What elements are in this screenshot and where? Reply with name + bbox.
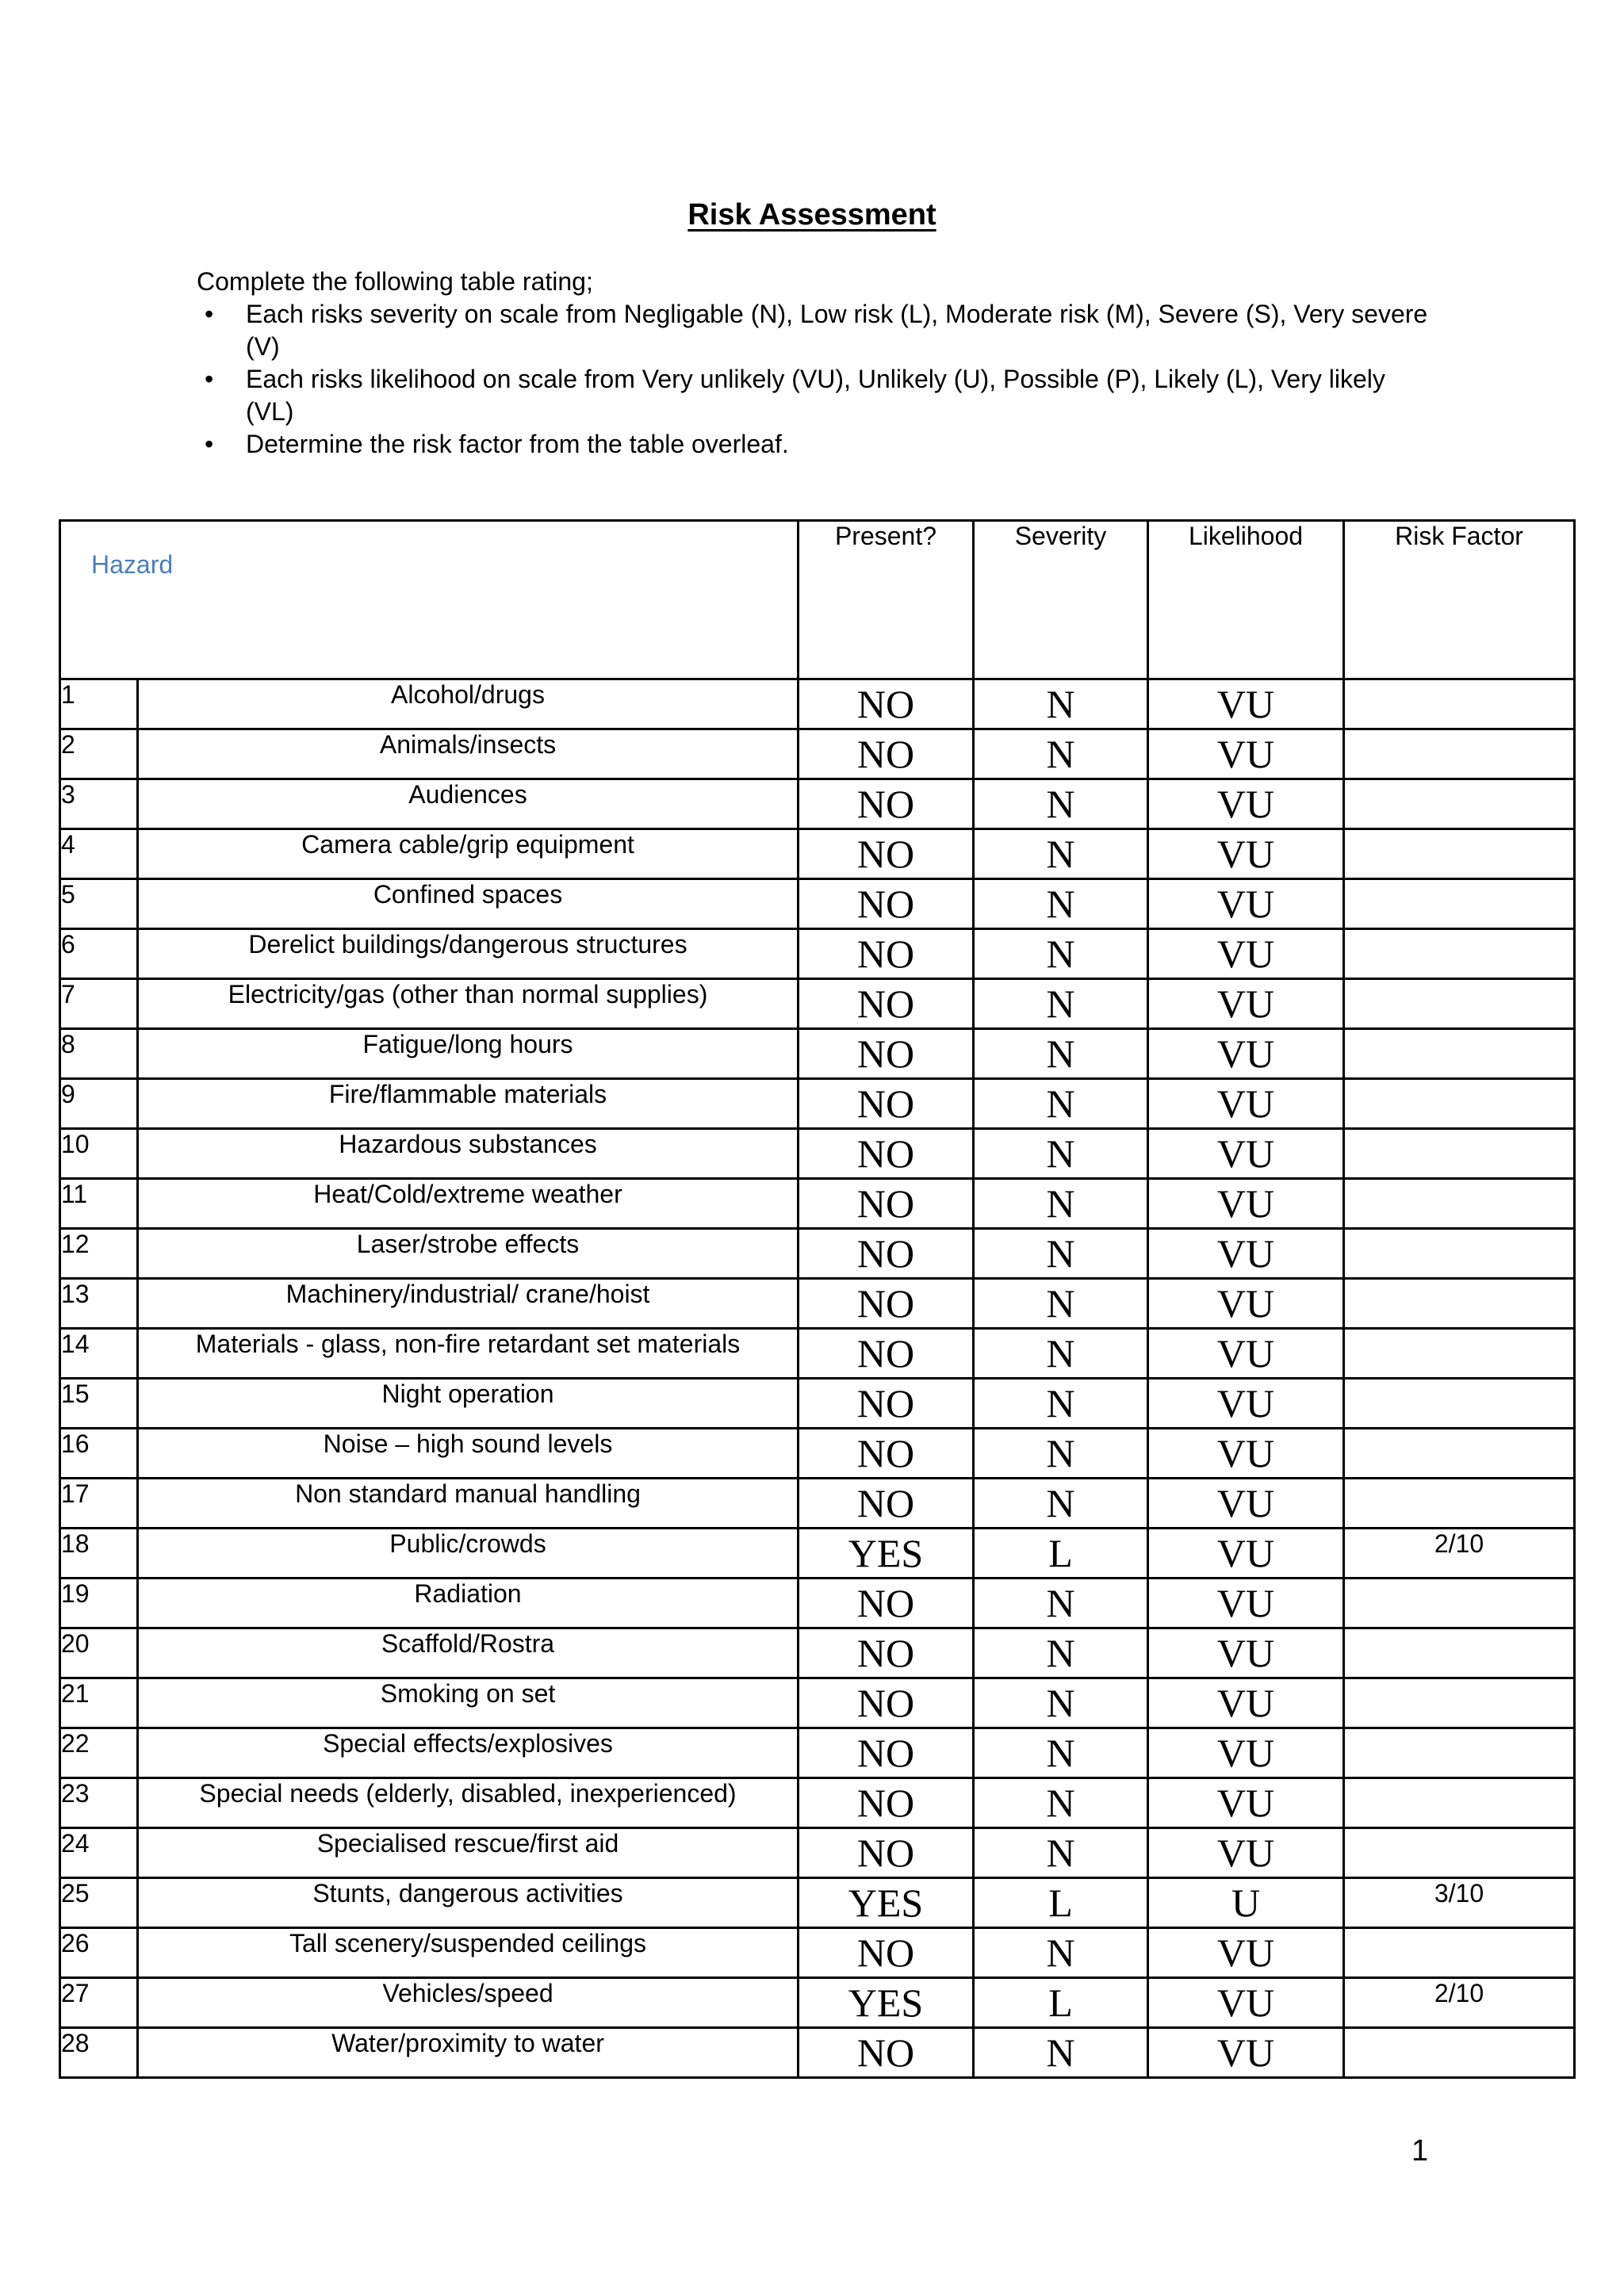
severity-value: N <box>974 1129 1148 1179</box>
table-row <box>60 929 1575 979</box>
hazard-name: Camera cable/grip equipment <box>138 829 799 879</box>
row-number: 20 <box>60 1628 138 1678</box>
present-value: NO <box>799 1778 974 1828</box>
severity-value: L <box>974 1878 1148 1928</box>
hazard-name: Materials - glass, non-fire retardant set materials <box>138 1329 799 1379</box>
risk-factor-value: 2/10 <box>1344 1978 1575 2028</box>
table-row <box>60 879 1575 929</box>
bullet-icon: • <box>205 300 214 328</box>
row-number: 28 <box>60 2028 138 2078</box>
present-value: NO <box>799 1429 974 1479</box>
table-row <box>60 1429 1575 1479</box>
table-row <box>60 1279 1575 1329</box>
likelihood-value: U <box>1148 1878 1344 1928</box>
severity-value: L <box>974 1529 1148 1578</box>
likelihood-value: VU <box>1148 779 1344 829</box>
row-number: 18 <box>60 1529 138 1578</box>
row-number: 22 <box>60 1728 138 1778</box>
severity-value: N <box>974 1728 1148 1778</box>
hazard-name: Machinery/industrial/ crane/hoist <box>138 1279 799 1329</box>
present-value: NO <box>799 1179 974 1229</box>
risk-factor-value <box>1344 2028 1575 2078</box>
severity-value: N <box>974 1628 1148 1678</box>
present-value: NO <box>799 1578 974 1628</box>
likelihood-value: VU <box>1148 2028 1344 2078</box>
hazard-name: Hazardous substances <box>138 1129 799 1179</box>
row-number: 3 <box>60 779 138 829</box>
risk-factor-value: 3/10 <box>1344 1878 1575 1928</box>
hazard-name: Electricity/gas (other than normal supplies) <box>138 979 799 1029</box>
table-row <box>60 1529 1575 1578</box>
risk-factor-value <box>1344 1678 1575 1728</box>
table-row <box>60 1678 1575 1728</box>
risk-factor-value <box>1344 1928 1575 1978</box>
header-likelihood: Likelihood <box>1148 521 1344 679</box>
page-number: 1 <box>1411 2134 1429 2168</box>
hazard-name: Noise – high sound levels <box>138 1429 799 1479</box>
table-row <box>60 1479 1575 1529</box>
risk-factor-value <box>1344 1229 1575 1279</box>
present-value: NO <box>799 1479 974 1529</box>
risk-factor-value <box>1344 1778 1575 1828</box>
likelihood-value: VU <box>1148 729 1344 779</box>
present-value: YES <box>799 1978 974 2028</box>
likelihood-value: VU <box>1148 679 1344 729</box>
severity-value: N <box>974 1479 1148 1529</box>
severity-value: N <box>974 1279 1148 1329</box>
hazard-name: Public/crowds <box>138 1529 799 1578</box>
row-number: 13 <box>60 1279 138 1329</box>
present-value: YES <box>799 1529 974 1578</box>
row-number: 24 <box>60 1828 138 1878</box>
present-value: NO <box>799 1029 974 1079</box>
row-number: 4 <box>60 829 138 879</box>
severity-value: N <box>974 1678 1148 1728</box>
likelihood-value: VU <box>1148 1628 1344 1678</box>
table-body <box>60 679 1575 2078</box>
table-row <box>60 979 1575 1029</box>
present-value: NO <box>799 779 974 829</box>
bullet-icon: • <box>205 365 214 393</box>
row-number: 12 <box>60 1229 138 1279</box>
hazard-name: Audiences <box>138 779 799 829</box>
risk-factor-value <box>1344 1578 1575 1628</box>
likelihood-value: VU <box>1148 1529 1344 1578</box>
present-value: NO <box>799 929 974 979</box>
table-row <box>60 1828 1575 1878</box>
likelihood-value: VU <box>1148 1279 1344 1329</box>
table-row <box>60 729 1575 779</box>
row-number: 26 <box>60 1928 138 1978</box>
likelihood-value: VU <box>1148 1778 1344 1828</box>
row-number: 25 <box>60 1878 138 1928</box>
present-value: NO <box>799 1379 974 1429</box>
severity-value: N <box>974 1578 1148 1628</box>
present-value: NO <box>799 879 974 929</box>
severity-value: N <box>974 2028 1148 2078</box>
row-number: 17 <box>60 1479 138 1529</box>
table-row <box>60 1029 1575 1079</box>
severity-value: N <box>974 1029 1148 1079</box>
present-value: NO <box>799 1129 974 1179</box>
present-value: NO <box>799 1279 974 1329</box>
risk-factor-value <box>1344 1279 1575 1329</box>
likelihood-value: VU <box>1148 1828 1344 1878</box>
risk-factor-value <box>1344 729 1575 779</box>
present-value: NO <box>799 829 974 879</box>
hazard-name: Special effects/explosives <box>138 1728 799 1778</box>
hazard-name: Animals/insects <box>138 729 799 779</box>
document-title: Risk Assessment <box>688 198 936 232</box>
hazard-name: Fire/flammable materials <box>138 1079 799 1129</box>
likelihood-value: VU <box>1148 829 1344 879</box>
header-severity: Severity <box>974 521 1148 679</box>
severity-value: N <box>974 1379 1148 1429</box>
instruction-item: • Each risks likelihood on scale from Very unlikely (VU), Unlikely (U), Possible (P), Likely (L), Very likely (VL) <box>205 365 1385 426</box>
present-value: NO <box>799 1628 974 1678</box>
likelihood-value: VU <box>1148 879 1344 929</box>
instruction-item: • Determine the risk factor from the table overleaf. <box>197 428 1434 461</box>
bullet-icon: • <box>205 430 214 458</box>
severity-value: N <box>974 1179 1148 1229</box>
hazard-name: Vehicles/speed <box>138 1978 799 2028</box>
table-row <box>60 1778 1575 1828</box>
table-row <box>60 1978 1575 2028</box>
row-number: 9 <box>60 1079 138 1129</box>
row-number: 21 <box>60 1678 138 1728</box>
present-value: NO <box>799 1079 974 1129</box>
instructions-lead: Complete the following table rating; <box>197 267 593 296</box>
table-row <box>60 2028 1575 2078</box>
present-value: NO <box>799 1728 974 1778</box>
table-row <box>60 1329 1575 1379</box>
likelihood-value: VU <box>1148 1728 1344 1778</box>
table-row <box>60 1179 1575 1229</box>
risk-factor-value <box>1344 1179 1575 1229</box>
present-value: NO <box>799 729 974 779</box>
present-value: NO <box>799 1329 974 1379</box>
risk-factor-value <box>1344 1828 1575 1878</box>
table-row <box>60 1878 1575 1928</box>
row-number: 16 <box>60 1429 138 1479</box>
severity-value: N <box>974 1778 1148 1828</box>
likelihood-value: VU <box>1148 1329 1344 1379</box>
risk-factor-value <box>1344 829 1575 879</box>
hazard-name: Smoking on set <box>138 1678 799 1728</box>
likelihood-value: VU <box>1148 979 1344 1029</box>
row-number: 5 <box>60 879 138 929</box>
row-number: 1 <box>60 679 138 729</box>
hazard-name: Fatigue/long hours <box>138 1029 799 1079</box>
table-header-row <box>60 521 1575 679</box>
risk-factor-value <box>1344 779 1575 829</box>
risk-factor-value: 2/10 <box>1344 1529 1575 1578</box>
row-number: 11 <box>60 1179 138 1229</box>
severity-value: N <box>974 729 1148 779</box>
likelihood-value: VU <box>1148 1578 1344 1628</box>
present-value: NO <box>799 679 974 729</box>
hazard-name: Non standard manual handling <box>138 1479 799 1529</box>
header-hazard: Hazard <box>60 521 799 679</box>
table-row <box>60 829 1575 879</box>
table-row <box>60 679 1575 729</box>
likelihood-value: VU <box>1148 1379 1344 1429</box>
severity-value: N <box>974 1828 1148 1878</box>
likelihood-value: VU <box>1148 1129 1344 1179</box>
table-row <box>60 1229 1575 1279</box>
likelihood-value: VU <box>1148 1479 1344 1529</box>
hazard-name: Tall scenery/suspended ceilings <box>138 1928 799 1978</box>
present-value: NO <box>799 1928 974 1978</box>
hazard-name: Laser/strobe effects <box>138 1229 799 1279</box>
risk-factor-value <box>1344 1628 1575 1678</box>
hazard-name: Stunts, dangerous activities <box>138 1878 799 1928</box>
row-number: 15 <box>60 1379 138 1429</box>
risk-table <box>59 519 1576 2079</box>
table-row <box>60 1079 1575 1129</box>
likelihood-value: VU <box>1148 1429 1344 1479</box>
row-number: 2 <box>60 729 138 779</box>
header-present: Present? <box>799 521 974 679</box>
risk-factor-value <box>1344 1129 1575 1179</box>
risk-factor-value <box>1344 1029 1575 1079</box>
row-number: 19 <box>60 1578 138 1628</box>
severity-value: N <box>974 679 1148 729</box>
instruction-item: • Each risks severity on scale from Negligable (N), Low risk (L), Moderate risk (M), Severe (S), Very severe (V) <box>205 300 1428 361</box>
severity-value: N <box>974 979 1148 1029</box>
row-number: 23 <box>60 1778 138 1828</box>
severity-value: N <box>974 879 1148 929</box>
hazard-name: Scaffold/Rostra <box>138 1628 799 1678</box>
row-number: 8 <box>60 1029 138 1079</box>
hazard-name: Confined spaces <box>138 879 799 929</box>
hazard-name: Night operation <box>138 1379 799 1429</box>
hazard-name: Special needs (elderly, disabled, inexperienced) <box>138 1778 799 1828</box>
likelihood-value: VU <box>1148 1678 1344 1728</box>
header-risk-factor: Risk Factor <box>1344 521 1575 679</box>
present-value: NO <box>799 979 974 1029</box>
risk-factor-value <box>1344 1479 1575 1529</box>
table-row <box>60 779 1575 829</box>
instructions <box>197 266 1434 461</box>
row-number: 14 <box>60 1329 138 1379</box>
table-row <box>60 1379 1575 1429</box>
risk-factor-value <box>1344 879 1575 929</box>
risk-factor-value <box>1344 1329 1575 1379</box>
hazard-name: Heat/Cold/extreme weather <box>138 1179 799 1229</box>
severity-value: N <box>974 829 1148 879</box>
severity-value: N <box>974 929 1148 979</box>
present-value: NO <box>799 1229 974 1279</box>
hazard-name: Alcohol/drugs <box>138 679 799 729</box>
present-value: YES <box>799 1878 974 1928</box>
present-value: NO <box>799 1828 974 1878</box>
hazard-name: Radiation <box>138 1578 799 1628</box>
severity-value: N <box>974 1079 1148 1129</box>
row-number: 27 <box>60 1978 138 2028</box>
risk-factor-value <box>1344 1379 1575 1429</box>
risk-factor-value <box>1344 979 1575 1029</box>
row-number: 10 <box>60 1129 138 1179</box>
risk-factor-value <box>1344 1079 1575 1129</box>
present-value: NO <box>799 1678 974 1728</box>
likelihood-value: VU <box>1148 1229 1344 1279</box>
table-row <box>60 1129 1575 1179</box>
risk-factor-value <box>1344 1728 1575 1778</box>
table-row <box>60 1578 1575 1628</box>
hazard-name: Derelict buildings/dangerous structures <box>138 929 799 979</box>
risk-factor-value <box>1344 679 1575 729</box>
severity-value: N <box>974 1928 1148 1978</box>
hazard-name: Water/proximity to water <box>138 2028 799 2078</box>
likelihood-value: VU <box>1148 1079 1344 1129</box>
likelihood-value: VU <box>1148 1928 1344 1978</box>
hazard-name: Specialised rescue/first aid <box>138 1828 799 1878</box>
instructions-list <box>197 298 1434 461</box>
row-number: 6 <box>60 929 138 979</box>
likelihood-value: VU <box>1148 1029 1344 1079</box>
table-row <box>60 1728 1575 1778</box>
likelihood-value: VU <box>1148 929 1344 979</box>
risk-factor-value <box>1344 929 1575 979</box>
severity-value: N <box>974 779 1148 829</box>
table-row <box>60 1628 1575 1678</box>
severity-value: N <box>974 1429 1148 1479</box>
severity-value: N <box>974 1329 1148 1379</box>
likelihood-value: VU <box>1148 1179 1344 1229</box>
row-number: 7 <box>60 979 138 1029</box>
risk-factor-value <box>1344 1429 1575 1479</box>
present-value: NO <box>799 2028 974 2078</box>
likelihood-value: VU <box>1148 1978 1344 2028</box>
severity-value: L <box>974 1978 1148 2028</box>
table-row <box>60 1928 1575 1978</box>
severity-value: N <box>974 1229 1148 1279</box>
